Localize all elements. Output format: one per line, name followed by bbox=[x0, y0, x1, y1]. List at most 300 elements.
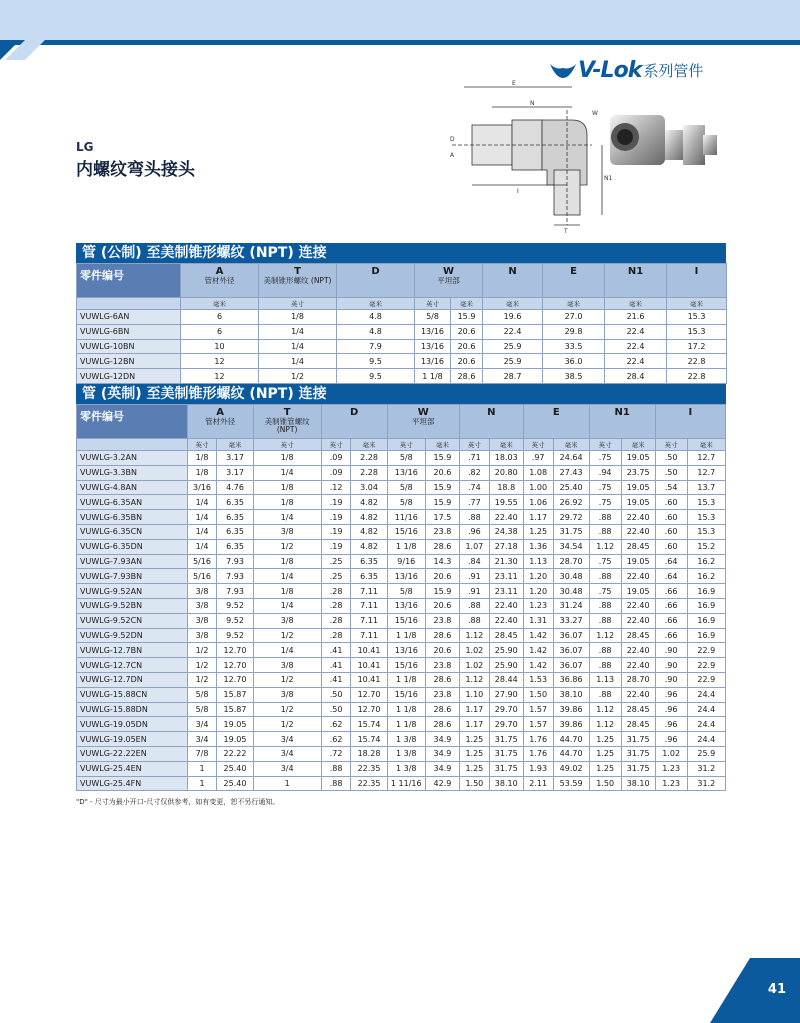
imperial-table bbox=[76, 404, 726, 791]
spec-value: 1 11/16 bbox=[387, 776, 425, 791]
spec-value: 13/16 bbox=[387, 643, 425, 658]
spec-value: 3/8 bbox=[187, 598, 217, 613]
spec-value: 15.3 bbox=[687, 510, 725, 525]
page-corner-tab bbox=[710, 958, 800, 1023]
spec-value: 1/8 bbox=[253, 451, 321, 466]
spec-value: 12.70 bbox=[351, 687, 387, 702]
imperial-unit: 毫米 bbox=[687, 439, 725, 451]
part-number: VUWLG-12DN bbox=[77, 369, 181, 384]
spec-value: 3.17 bbox=[217, 465, 253, 480]
spec-value: 3/8 bbox=[187, 613, 217, 628]
spec-value: .62 bbox=[321, 732, 351, 747]
imperial-header-8 bbox=[655, 405, 725, 439]
imperial-header-0: 零件编号 bbox=[77, 405, 188, 439]
spec-value: 44.70 bbox=[553, 732, 589, 747]
spec-value: 1/4 bbox=[253, 598, 321, 613]
spec-value: 29.72 bbox=[553, 510, 589, 525]
spec-value: 15.3 bbox=[667, 324, 727, 339]
spec-value: .88 bbox=[459, 613, 489, 628]
spec-value: .64 bbox=[655, 554, 687, 569]
spec-value: 27.90 bbox=[489, 687, 523, 702]
spec-value: .09 bbox=[321, 465, 351, 480]
spec-value: .96 bbox=[655, 732, 687, 747]
metric-unit: 毫米 bbox=[181, 298, 259, 310]
spec-value: 22.35 bbox=[351, 761, 387, 776]
spec-value: .75 bbox=[589, 451, 621, 466]
metric-header-letter: A bbox=[215, 266, 224, 277]
spec-value: 17.2 bbox=[667, 339, 727, 354]
imperial-header-letter: D bbox=[349, 407, 359, 418]
spec-value: 1.17 bbox=[523, 510, 553, 525]
spec-value: 5/8 bbox=[187, 702, 217, 717]
spec-value: .94 bbox=[589, 465, 621, 480]
spec-value: 1.17 bbox=[459, 717, 489, 732]
spec-value: 38.5 bbox=[543, 369, 605, 384]
spec-value: 5/8 bbox=[187, 687, 217, 702]
metric-header-0: 零件编号 bbox=[77, 264, 181, 298]
spec-value: 1/4 bbox=[259, 339, 337, 354]
banner-diagonal bbox=[0, 30, 60, 60]
spec-value: 24.4 bbox=[687, 702, 725, 717]
table-row bbox=[77, 732, 726, 747]
imperial-unit: 毫米 bbox=[621, 439, 655, 451]
spec-value: 20.6 bbox=[451, 324, 483, 339]
part-number: VUWLG-7.93AN bbox=[77, 554, 188, 569]
metric-header-desc: 管材外径 bbox=[204, 276, 235, 285]
spec-value: 24.38 bbox=[489, 524, 523, 539]
spec-value: 1 3/8 bbox=[387, 761, 425, 776]
spec-value: .75 bbox=[589, 584, 621, 599]
spec-value: 1/2 bbox=[253, 702, 321, 717]
part-number: VUWLG-3.2AN bbox=[77, 451, 188, 466]
spec-value: .88 bbox=[321, 761, 351, 776]
table-row bbox=[77, 746, 726, 761]
spec-value: 20.6 bbox=[425, 465, 459, 480]
spec-value: .41 bbox=[321, 672, 351, 687]
spec-value: 28.7 bbox=[483, 369, 543, 384]
spec-value: 3/4 bbox=[253, 732, 321, 747]
spec-value: 5/8 bbox=[387, 584, 425, 599]
metric-unit: 毫米 bbox=[543, 298, 605, 310]
drawing-label-i: I bbox=[517, 188, 519, 195]
spec-value: 9.52 bbox=[217, 613, 253, 628]
imperial-unit: 毫米 bbox=[351, 439, 387, 451]
spec-value: 2.28 bbox=[351, 465, 387, 480]
spec-value: 3.17 bbox=[217, 451, 253, 466]
spec-value: 1.50 bbox=[459, 776, 489, 791]
table-row bbox=[77, 761, 726, 776]
spec-value: 23.11 bbox=[489, 569, 523, 584]
spec-value: 1.20 bbox=[523, 584, 553, 599]
table-row bbox=[77, 510, 726, 525]
spec-value: 22.22 bbox=[217, 746, 253, 761]
spec-value: 19.05 bbox=[621, 480, 655, 495]
spec-value: 1.25 bbox=[589, 732, 621, 747]
spec-value: 24.4 bbox=[687, 687, 725, 702]
spec-value: .66 bbox=[655, 613, 687, 628]
spec-value: 1.12 bbox=[589, 628, 621, 643]
spec-value: 20.6 bbox=[425, 569, 459, 584]
spec-value: 1/2 bbox=[187, 643, 217, 658]
spec-value: 3/4 bbox=[187, 717, 217, 732]
spec-value: 1.76 bbox=[523, 732, 553, 747]
spec-value: 1.25 bbox=[589, 746, 621, 761]
spec-value: 22.9 bbox=[687, 658, 725, 673]
page-title: 内螺纹弯头接头 bbox=[76, 160, 195, 180]
spec-value: 1.42 bbox=[523, 658, 553, 673]
spec-value: 7.9 bbox=[337, 339, 415, 354]
spec-value: 1.12 bbox=[459, 672, 489, 687]
spec-value: 1/4 bbox=[187, 495, 217, 510]
spec-value: 4.8 bbox=[337, 324, 415, 339]
spec-value: .09 bbox=[321, 451, 351, 466]
spec-value: .28 bbox=[321, 584, 351, 599]
spec-value: 33.5 bbox=[543, 339, 605, 354]
spec-value: .72 bbox=[321, 746, 351, 761]
spec-value: 22.40 bbox=[489, 613, 523, 628]
spec-value: 25.9 bbox=[483, 354, 543, 369]
spec-value: 17.5 bbox=[425, 510, 459, 525]
spec-value: 1/8 bbox=[187, 465, 217, 480]
spec-value: .90 bbox=[655, 643, 687, 658]
spec-value: 23.8 bbox=[425, 687, 459, 702]
spec-value: .66 bbox=[655, 584, 687, 599]
spec-value: .96 bbox=[655, 702, 687, 717]
imperial-header-desc: 管材外径 bbox=[205, 417, 236, 426]
spec-value: .41 bbox=[321, 658, 351, 673]
spec-value: 25.9 bbox=[483, 339, 543, 354]
spec-value: 28.45 bbox=[621, 539, 655, 554]
spec-value: 3/16 bbox=[187, 480, 217, 495]
spec-value: 19.05 bbox=[621, 584, 655, 599]
spec-value: .66 bbox=[655, 598, 687, 613]
spec-value: 22.40 bbox=[621, 524, 655, 539]
spec-value: 34.9 bbox=[425, 732, 459, 747]
spec-value: 20.6 bbox=[425, 643, 459, 658]
spec-value: 9.5 bbox=[337, 369, 415, 384]
spec-value: 15.9 bbox=[425, 584, 459, 599]
spec-value: 2.11 bbox=[523, 776, 553, 791]
drawing-label-n1: N1 bbox=[604, 175, 613, 182]
spec-value: 18.28 bbox=[351, 746, 387, 761]
drawing-label-w: W bbox=[592, 110, 598, 117]
metric-table bbox=[76, 263, 727, 384]
spec-value: 3/4 bbox=[253, 746, 321, 761]
spec-value: 5/8 bbox=[387, 480, 425, 495]
spec-value: 3/8 bbox=[253, 613, 321, 628]
metric-header-3 bbox=[337, 264, 415, 298]
spec-value: 25.40 bbox=[217, 761, 253, 776]
spec-value: 4.82 bbox=[351, 510, 387, 525]
spec-value: 28.6 bbox=[425, 539, 459, 554]
spec-value: 42.9 bbox=[425, 776, 459, 791]
spec-value: .71 bbox=[459, 451, 489, 466]
spec-value: 12.7 bbox=[687, 451, 725, 466]
spec-value: 1.42 bbox=[523, 643, 553, 658]
spec-value: 1 1/8 bbox=[387, 672, 425, 687]
spec-value: 1.31 bbox=[523, 613, 553, 628]
spec-value: 15/16 bbox=[387, 687, 425, 702]
metric-header-letter: E bbox=[570, 266, 577, 277]
part-number: VUWLG-4.8AN bbox=[77, 480, 188, 495]
spec-value: 28.6 bbox=[451, 369, 483, 384]
spec-value: 31.2 bbox=[687, 761, 725, 776]
table-row bbox=[77, 539, 726, 554]
spec-value: 1/4 bbox=[187, 510, 217, 525]
part-number: VUWLG-6AN bbox=[77, 310, 181, 325]
spec-value: 39.86 bbox=[553, 717, 589, 732]
spec-value: 30.48 bbox=[553, 584, 589, 599]
spec-value: 5/8 bbox=[387, 451, 425, 466]
part-number: VUWLG-12.7DN bbox=[77, 672, 188, 687]
imperial-header-letter: I bbox=[688, 407, 693, 418]
part-number: VUWLG-25.4EN bbox=[77, 761, 188, 776]
spec-value: 19.05 bbox=[217, 717, 253, 732]
spec-value: 22.35 bbox=[351, 776, 387, 791]
metric-unit: 英寸 bbox=[415, 298, 451, 310]
spec-value: 1/4 bbox=[259, 354, 337, 369]
metric-header-5 bbox=[483, 264, 543, 298]
spec-value: .19 bbox=[321, 510, 351, 525]
spec-value: 1.10 bbox=[459, 687, 489, 702]
spec-value: 1.13 bbox=[523, 554, 553, 569]
spec-value: 5/8 bbox=[415, 310, 451, 325]
spec-value: .28 bbox=[321, 598, 351, 613]
table-row bbox=[77, 324, 727, 339]
spec-value: 19.55 bbox=[489, 495, 523, 510]
spec-value: 36.07 bbox=[553, 658, 589, 673]
spec-value: 1.23 bbox=[523, 598, 553, 613]
spec-value: 22.40 bbox=[621, 643, 655, 658]
spec-value: 15.9 bbox=[425, 451, 459, 466]
spec-value: 15.74 bbox=[351, 717, 387, 732]
spec-value: 5/16 bbox=[187, 554, 217, 569]
imperial-header-letter: N1 bbox=[614, 407, 630, 418]
spec-value: 28.44 bbox=[489, 672, 523, 687]
table-row bbox=[77, 717, 726, 732]
drawing-label-e: E bbox=[512, 80, 516, 87]
part-number: VUWLG-9.52AN bbox=[77, 584, 188, 599]
spec-value: 1.12 bbox=[589, 717, 621, 732]
table-row bbox=[77, 495, 726, 510]
imperial-unit: 英寸 bbox=[321, 439, 351, 451]
spec-value: .50 bbox=[655, 451, 687, 466]
spec-value: 31.75 bbox=[489, 761, 523, 776]
spec-value: 24.4 bbox=[687, 732, 725, 747]
spec-value: 28.70 bbox=[621, 672, 655, 687]
spec-value: 3/4 bbox=[187, 732, 217, 747]
spec-value: .88 bbox=[589, 643, 621, 658]
spec-value: 1.02 bbox=[459, 658, 489, 673]
spec-value: 12.70 bbox=[351, 702, 387, 717]
metric-header-letter: D bbox=[371, 266, 380, 277]
spec-value: 1.02 bbox=[459, 643, 489, 658]
spec-value: 22.40 bbox=[621, 510, 655, 525]
part-number: VUWLG-6BN bbox=[77, 324, 181, 339]
imperial-header-2 bbox=[253, 405, 321, 439]
spec-value: 22.40 bbox=[489, 510, 523, 525]
spec-value: .25 bbox=[321, 554, 351, 569]
spec-value: 28.6 bbox=[425, 717, 459, 732]
spec-value: 1.12 bbox=[589, 539, 621, 554]
table-row bbox=[77, 643, 726, 658]
spec-value: 15.3 bbox=[667, 310, 727, 325]
spec-value: 3/8 bbox=[187, 628, 217, 643]
spec-value: 1/8 bbox=[253, 584, 321, 599]
spec-value: .50 bbox=[321, 687, 351, 702]
spec-value: 1/4 bbox=[253, 465, 321, 480]
spec-value: 1.25 bbox=[459, 761, 489, 776]
spec-value: 1.57 bbox=[523, 717, 553, 732]
product-photo bbox=[595, 95, 725, 190]
imperial-header-letter: W bbox=[417, 407, 429, 418]
part-number: VUWLG-22.22EN bbox=[77, 746, 188, 761]
spec-value: 3/8 bbox=[253, 658, 321, 673]
table-row bbox=[77, 354, 727, 369]
spec-value: 13/16 bbox=[387, 598, 425, 613]
spec-value: 1/2 bbox=[259, 369, 337, 384]
spec-value: 1.42 bbox=[523, 628, 553, 643]
table-row bbox=[77, 658, 726, 673]
spec-value: 10.41 bbox=[351, 672, 387, 687]
spec-value: 1/2 bbox=[253, 672, 321, 687]
spec-value: 28.45 bbox=[621, 717, 655, 732]
imperial-unit: 毫米 bbox=[489, 439, 523, 451]
spec-value: 9/16 bbox=[387, 554, 425, 569]
spec-value: 7.93 bbox=[217, 569, 253, 584]
metric-header-1 bbox=[181, 264, 259, 298]
spec-value: 21.30 bbox=[489, 554, 523, 569]
metric-header-letter: I bbox=[694, 266, 699, 277]
spec-value: 3/4 bbox=[253, 761, 321, 776]
part-number: VUWLG-10BN bbox=[77, 339, 181, 354]
spec-value: 31.75 bbox=[621, 746, 655, 761]
spec-value: 22.9 bbox=[687, 672, 725, 687]
spec-value: 15.3 bbox=[687, 524, 725, 539]
metric-header-2 bbox=[259, 264, 337, 298]
spec-value: 9.5 bbox=[337, 354, 415, 369]
metric-unit: 英寸 bbox=[259, 298, 337, 310]
spec-value: 13/16 bbox=[387, 465, 425, 480]
table-row bbox=[77, 613, 726, 628]
spec-value: 6 bbox=[181, 324, 259, 339]
top-banner bbox=[0, 0, 800, 40]
spec-value: 12.70 bbox=[217, 672, 253, 687]
spec-value: 19.05 bbox=[217, 732, 253, 747]
spec-value: 22.8 bbox=[667, 369, 727, 384]
spec-value: 1.23 bbox=[655, 761, 687, 776]
spec-value: 24.4 bbox=[687, 717, 725, 732]
spec-value: 15/16 bbox=[387, 658, 425, 673]
spec-value: 36.07 bbox=[553, 628, 589, 643]
spec-value: 18.03 bbox=[489, 451, 523, 466]
spec-value: 1/2 bbox=[253, 628, 321, 643]
spec-value: 1/8 bbox=[187, 451, 217, 466]
spec-value: .96 bbox=[655, 717, 687, 732]
spec-value: 38.10 bbox=[553, 687, 589, 702]
spec-value: 4.82 bbox=[351, 495, 387, 510]
spec-value: 9.52 bbox=[217, 628, 253, 643]
metric-header-8 bbox=[667, 264, 727, 298]
spec-value: 1.00 bbox=[523, 480, 553, 495]
spec-value: 1.25 bbox=[459, 746, 489, 761]
spec-value: 53.59 bbox=[553, 776, 589, 791]
spec-value: 6 bbox=[181, 310, 259, 325]
spec-value: 12 bbox=[181, 369, 259, 384]
spec-value: 1/4 bbox=[253, 643, 321, 658]
spec-value: .19 bbox=[321, 495, 351, 510]
spec-value: .54 bbox=[655, 480, 687, 495]
spec-value: .25 bbox=[321, 569, 351, 584]
spec-value: 27.43 bbox=[553, 465, 589, 480]
spec-value: .50 bbox=[321, 702, 351, 717]
spec-value: 25.90 bbox=[489, 643, 523, 658]
spec-value: .88 bbox=[459, 510, 489, 525]
spec-value: 19.6 bbox=[483, 310, 543, 325]
spec-value: 15.87 bbox=[217, 702, 253, 717]
spec-value: 1/2 bbox=[253, 717, 321, 732]
page-number: 41 bbox=[767, 982, 786, 997]
spec-value: 1/2 bbox=[253, 539, 321, 554]
spec-value: 1.06 bbox=[523, 495, 553, 510]
imperial-header-letter: N bbox=[487, 407, 496, 418]
metric-unit: 毫米 bbox=[667, 298, 727, 310]
spec-value: .66 bbox=[655, 628, 687, 643]
spec-value: 6.35 bbox=[217, 510, 253, 525]
spec-value: 22.40 bbox=[621, 569, 655, 584]
imperial-units-blank bbox=[77, 439, 188, 451]
spec-value: 29.70 bbox=[489, 717, 523, 732]
part-number: VUWLG-9.52DN bbox=[77, 628, 188, 643]
table-row bbox=[77, 465, 726, 480]
spec-value: 31.2 bbox=[687, 776, 725, 791]
spec-value: 1 1/8 bbox=[415, 369, 451, 384]
spec-value: 4.82 bbox=[351, 539, 387, 554]
spec-value: .82 bbox=[459, 465, 489, 480]
table-row bbox=[77, 451, 726, 466]
spec-value: 31.75 bbox=[553, 524, 589, 539]
spec-value: 1/4 bbox=[253, 569, 321, 584]
spec-value: 1/4 bbox=[259, 324, 337, 339]
spec-value: 15.9 bbox=[425, 480, 459, 495]
part-number: VUWLG-15.88CN bbox=[77, 687, 188, 702]
spec-value: 25.40 bbox=[217, 776, 253, 791]
spec-value: 16.9 bbox=[687, 584, 725, 599]
spec-value: 1 3/8 bbox=[387, 732, 425, 747]
spec-value: 1/8 bbox=[253, 554, 321, 569]
table-row bbox=[77, 584, 726, 599]
imperial-header-letter: T bbox=[283, 407, 291, 418]
spec-value: 7.11 bbox=[351, 628, 387, 643]
spec-value: 20.6 bbox=[451, 354, 483, 369]
table-row bbox=[77, 310, 727, 325]
metric-section-title: 管 (公制) 至美制锥形螺纹 (NPT) 连接 bbox=[76, 243, 726, 263]
spec-value: 28.6 bbox=[425, 702, 459, 717]
spec-value: 1.12 bbox=[589, 702, 621, 717]
spec-value: 22.4 bbox=[605, 324, 667, 339]
metric-header-letter: W bbox=[442, 266, 455, 277]
spec-value: .88 bbox=[589, 613, 621, 628]
spec-value: 6.35 bbox=[351, 569, 387, 584]
spec-value: 49.02 bbox=[553, 761, 589, 776]
spec-value: 22.9 bbox=[687, 643, 725, 658]
spec-value: 1/4 bbox=[187, 524, 217, 539]
spec-value: 1.20 bbox=[523, 569, 553, 584]
table-row bbox=[77, 339, 727, 354]
spec-value: 4.8 bbox=[337, 310, 415, 325]
table-row bbox=[77, 628, 726, 643]
spec-value: 16.9 bbox=[687, 598, 725, 613]
